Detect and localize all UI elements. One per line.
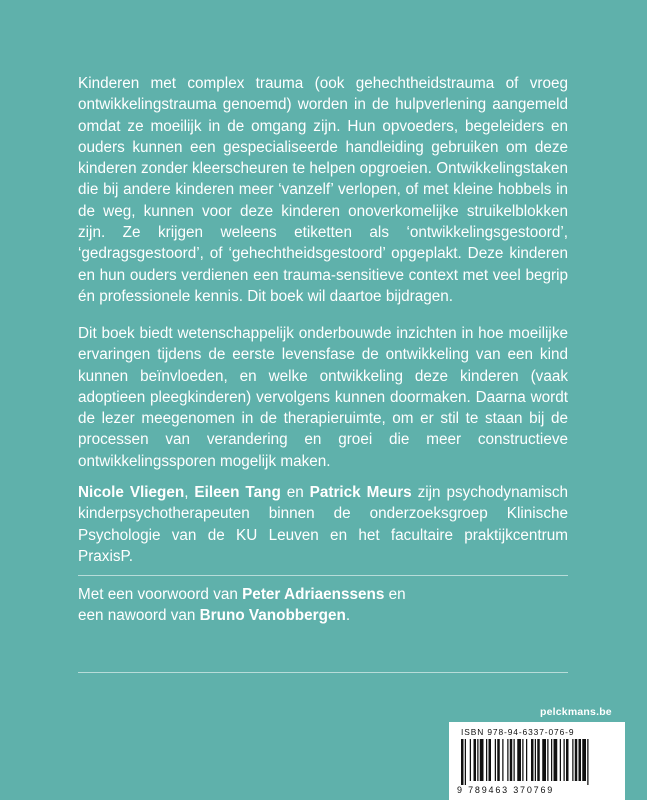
barcode-bar [537, 739, 540, 781]
description-paragraph-2 [78, 323, 568, 472]
barcode-bar [495, 739, 496, 781]
barcode-bar [517, 739, 521, 781]
barcode-bar [465, 739, 466, 785]
afterword-prefix: een nawoord van [78, 607, 200, 625]
barcode-bar [507, 739, 508, 781]
publisher-url: pelckmans.be [540, 706, 612, 718]
authors-bio: zijn psychodynamisch kinderpsychotherapeuten binnen de onderzoeksgroep Klinische Psychologie van de KU Leuven en het facultaire praktijkcentrum PraxisP. [78, 484, 569, 565]
barcode-bar [470, 739, 471, 781]
barcode-bar [572, 739, 573, 781]
barcode-bar [531, 739, 534, 781]
barcode-bar [560, 739, 561, 781]
isbn-barcode [449, 722, 625, 800]
author-separator: , [184, 484, 195, 501]
barcode-bar [554, 739, 558, 781]
barcode-bar [510, 739, 513, 781]
isbn-label: ISBN 978-94-6337-076-9 [461, 727, 575, 737]
barcode-bar [486, 739, 487, 781]
foreword-credits [78, 584, 568, 627]
foreword-author: Peter Adriaenssens [242, 586, 385, 603]
barcode-bar [497, 739, 500, 781]
barcode-bar [582, 739, 586, 781]
barcode-bar [522, 739, 523, 781]
author-name: Nicole Vliegen [78, 484, 185, 501]
afterword-author: Bruno Vanobbergen [199, 607, 346, 625]
barcode-bar [474, 739, 477, 781]
barcode-bar [526, 739, 527, 781]
barcode-bar [461, 739, 464, 785]
barcode-bar [547, 739, 548, 781]
afterword-suffix: . [345, 607, 351, 625]
barcode-bar [575, 739, 578, 781]
barcode-bar [587, 739, 588, 785]
barcode-bar [502, 739, 503, 781]
divider-top [78, 575, 568, 576]
barcode-bar [477, 739, 478, 781]
barcode-bar [514, 739, 515, 781]
barcode-bar [542, 739, 546, 781]
barcode-bar [566, 739, 569, 781]
barcode-digits: 9 789463 370769 [457, 785, 555, 795]
author-name: Patrick Meurs [309, 484, 412, 501]
author-separator: en [280, 484, 310, 501]
barcode-bar [551, 739, 552, 781]
foreword-suffix: en [384, 586, 406, 603]
barcode-bar [535, 739, 536, 781]
foreword-prefix: Met een voorwoord van [78, 586, 243, 603]
description-paragraph-1 [78, 73, 568, 307]
divider-bottom [78, 672, 568, 673]
barcode-bar [564, 739, 565, 781]
barcode-bar [579, 739, 582, 781]
description-text-1: Kinderen met complex trauma (ook gehechtheidstrauma of vroeg ontwikkelingstrauma genoemd) worden in de hulpverlening aangemeld omdat ze moeilijk in de omgang zijn. Hun opvoeders, begeleiders en ouders kunnen een gespecialiseerde handleiding gebruiken om deze kinderen zonder kleerscheuren te helpen opgroeien. Ontwikkelingstaken die bij andere kinderen meer ‘vanzelf’ verlopen, of met kleine hobbels in de weg, kunnen voor deze kinderen onoverkomelijke struikelblokken zijn. Ze krijgen weleens etiketten als ‘ontwikkelingsgestoord’, ‘gedragsgestoord’, of ‘gehechtheidsgestoord’ opgeplakt. Deze kinderen en hun ouders verdienen een trauma-sensitieve context met veel begrip én professionele kennis. Dit boek wil daartoe bijdragen. [78, 75, 568, 305]
barcode-bar [480, 739, 484, 781]
author-name: Eileen Tang [194, 484, 281, 501]
barcode-bar [489, 739, 492, 781]
description-text-2: Dit boek biedt wetenschappelijk onderbouwde inzichten in hoe moeilijke ervaringen tijdens de eerste levensfase de ontwikkeling van een kind kunnen beïnvloeden, en welke ontwikkeling deze kinderen (vaak adoptieen pleegkinderen) vervolgens kunnen doormaken. Daarna wordt de lezer meegenomen in de therapieruimte, om er stil te staan bij de processen van verandering en groei die meer constructieve ontwikkelingssporen mogelijk maken. [78, 325, 568, 470]
authors-paragraph [78, 482, 568, 567]
barcode-icon [459, 739, 615, 785]
